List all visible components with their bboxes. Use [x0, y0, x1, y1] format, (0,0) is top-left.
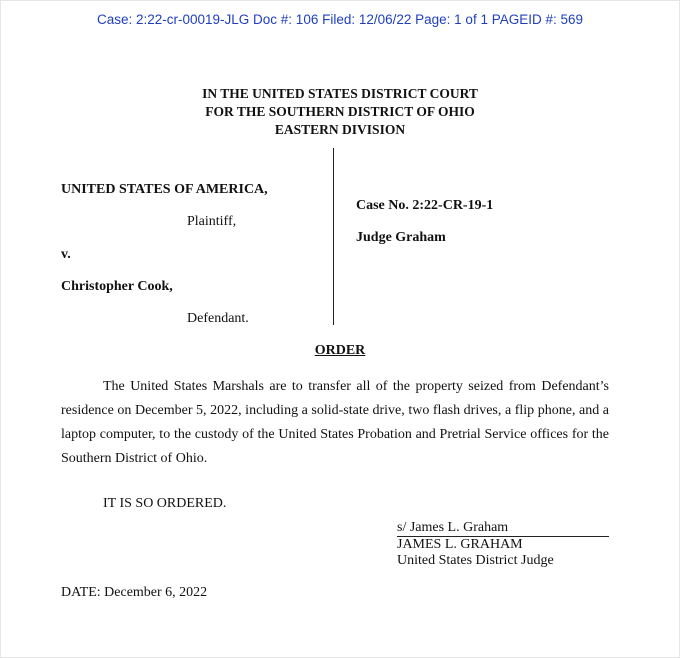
- court-line-3: EASTERN DIVISION: [274, 122, 406, 137]
- defendant-role: Defendant.: [187, 311, 249, 326]
- order-body: [61, 375, 609, 471]
- order-date: DATE: December 6, 2022: [61, 585, 208, 600]
- case-number: Case No. 2:22-CR-19-1: [356, 198, 494, 213]
- electronic-signature: s/ James L. Graham: [397, 520, 609, 537]
- court-line-1: IN THE UNITED STATES DISTRICT COURT: [202, 86, 478, 101]
- plaintiff-name: UNITED STATES OF AMERICA,: [61, 182, 268, 197]
- versus: v.: [61, 247, 71, 262]
- judge-printed-name: JAMES L. GRAHAM: [397, 537, 523, 552]
- judge-title: United States District Judge: [397, 553, 554, 568]
- order-title: ORDER: [314, 343, 366, 358]
- court-line-2: FOR THE SOUTHERN DISTRICT OF OHIO: [205, 104, 475, 119]
- caption-divider: [333, 148, 334, 325]
- signature-block: [397, 520, 609, 569]
- plaintiff-role: Plaintiff,: [187, 214, 237, 229]
- court-heading: [0, 85, 680, 139]
- defendant-name: Christopher Cook,: [61, 279, 173, 294]
- judge-name: Judge Graham: [356, 230, 446, 245]
- filing-stamp: Case: 2:22-cr-00019-JLG Doc #: 106 Filed: 12/06/22 Page: 1 of 1 PAGEID #: 569: [96, 12, 584, 27]
- order-paragraph: The United States Marshals are to transfer all of the property seized from Defendant’s residence on December 5, 2022, including a solid-state drive, two flash drives, a flip phone, and a laptop computer, to the custody of the United States Probation and Pretrial Service offices for the Southern District of Ohio.: [61, 379, 609, 466]
- so-ordered: IT IS SO ORDERED.: [103, 496, 227, 511]
